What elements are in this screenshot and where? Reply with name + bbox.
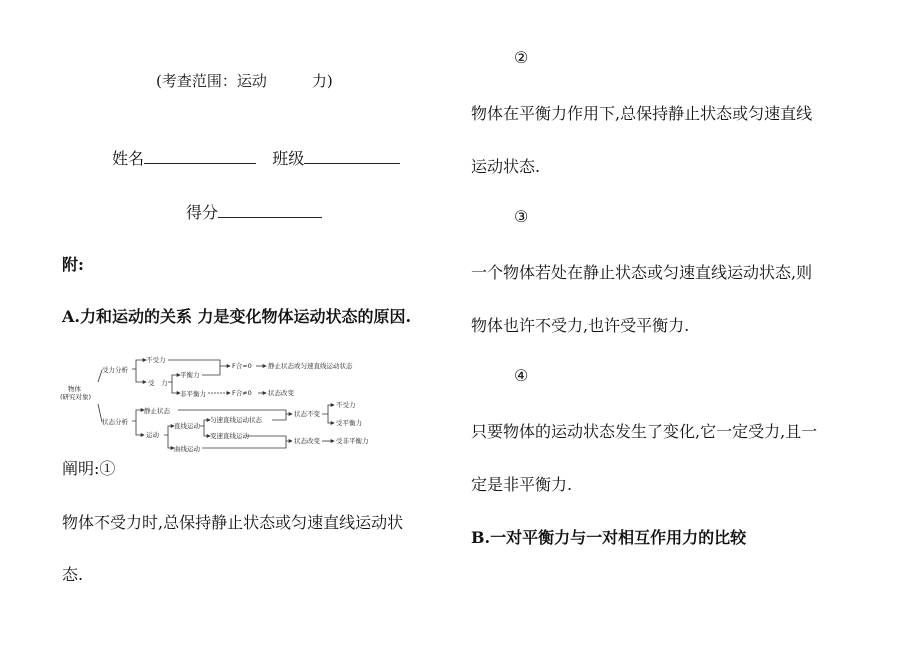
name-class-line — [112, 146, 400, 169]
marker-2: ② — [514, 48, 529, 67]
marker-3: ③ — [514, 207, 529, 226]
para3-line2: 物体也许不受力,也许受平衡力. — [471, 316, 690, 335]
diagram-f-zero: F合=0 — [232, 362, 252, 370]
score-line — [186, 200, 322, 223]
section-a-title: A.力和运动的关系 力是变化物体运动状态的原因. — [62, 307, 412, 326]
diagram-state-unchanged: 状态不变 — [294, 410, 320, 418]
para1-line1: 物体不受力时,总保持静止状态或匀速直线运动状 — [62, 513, 404, 532]
diagram-state-analysis: 状态分析 — [102, 418, 128, 426]
diagram-uniform-linear: 匀速直线运动状态 — [210, 416, 262, 424]
diagram-state-change2: 状态改变 — [294, 437, 320, 445]
diagram-unbalanced-force: 受非平衡力 — [336, 437, 369, 445]
diagram-force-analysis: 受力分析 — [102, 366, 128, 374]
class-field[interactable] — [304, 148, 400, 164]
name-field[interactable] — [144, 148, 256, 164]
scope-line: (考查范围：运动 力) — [156, 72, 333, 90]
para1-line2: 态. — [62, 565, 84, 584]
para4-line2: 定是非平衡力. — [471, 475, 573, 494]
name-label: 姓名 — [112, 149, 145, 168]
diagram-unbalanced: 非平衡力 — [180, 390, 206, 398]
score-field[interactable] — [218, 202, 322, 218]
explain-label: 阐明:① — [62, 459, 116, 478]
diagram-static-state: 静止状态 — [144, 407, 170, 415]
marker-4: ④ — [514, 366, 529, 385]
diagram-static-uniform: 静止状态或匀速直线运动状态 — [268, 362, 353, 370]
diagram-curved-motion: 曲线运动 — [174, 445, 200, 453]
diagram-object: 物体 — [68, 385, 81, 393]
class-label: 班级 — [272, 149, 305, 168]
score-label: 得分 — [186, 203, 219, 222]
diagram-f-nonzero: F合≠0 — [232, 389, 252, 397]
diagram-state-change: 状态改变 — [268, 389, 294, 397]
diagram-object-sub: (研究对象) — [60, 393, 92, 401]
para2-line2: 运动状态. — [471, 157, 541, 176]
para2-line1: 物体在平衡力作用下,总保持静止状态或匀速直线 — [471, 104, 813, 123]
section-b-title: B.一对平衡力与一对相互作用力的比较 — [471, 528, 747, 547]
diagram-no-force: 不受力 — [146, 356, 166, 364]
diagram-variable-linear: 变速直线运动 — [210, 432, 249, 440]
para4-line1: 只要物体的运动状态发生了变化,它一定受力,且一 — [471, 422, 818, 441]
diagram-motion: 运动 — [146, 431, 159, 439]
appendix-label: 附: — [62, 255, 84, 274]
force-motion-diagram — [60, 352, 390, 454]
diagram-linear-motion: 直线运动 — [174, 422, 200, 430]
para3-line1: 一个物体若处在静止状态或匀速直线运动状态,则 — [471, 263, 813, 282]
diagram-balanced: 平衡力 — [180, 371, 200, 379]
diagram-force: 受 力 — [148, 379, 168, 387]
diagram-no-force2: 不受力 — [336, 401, 356, 409]
diagram-balanced-force: 受平衡力 — [336, 419, 362, 427]
